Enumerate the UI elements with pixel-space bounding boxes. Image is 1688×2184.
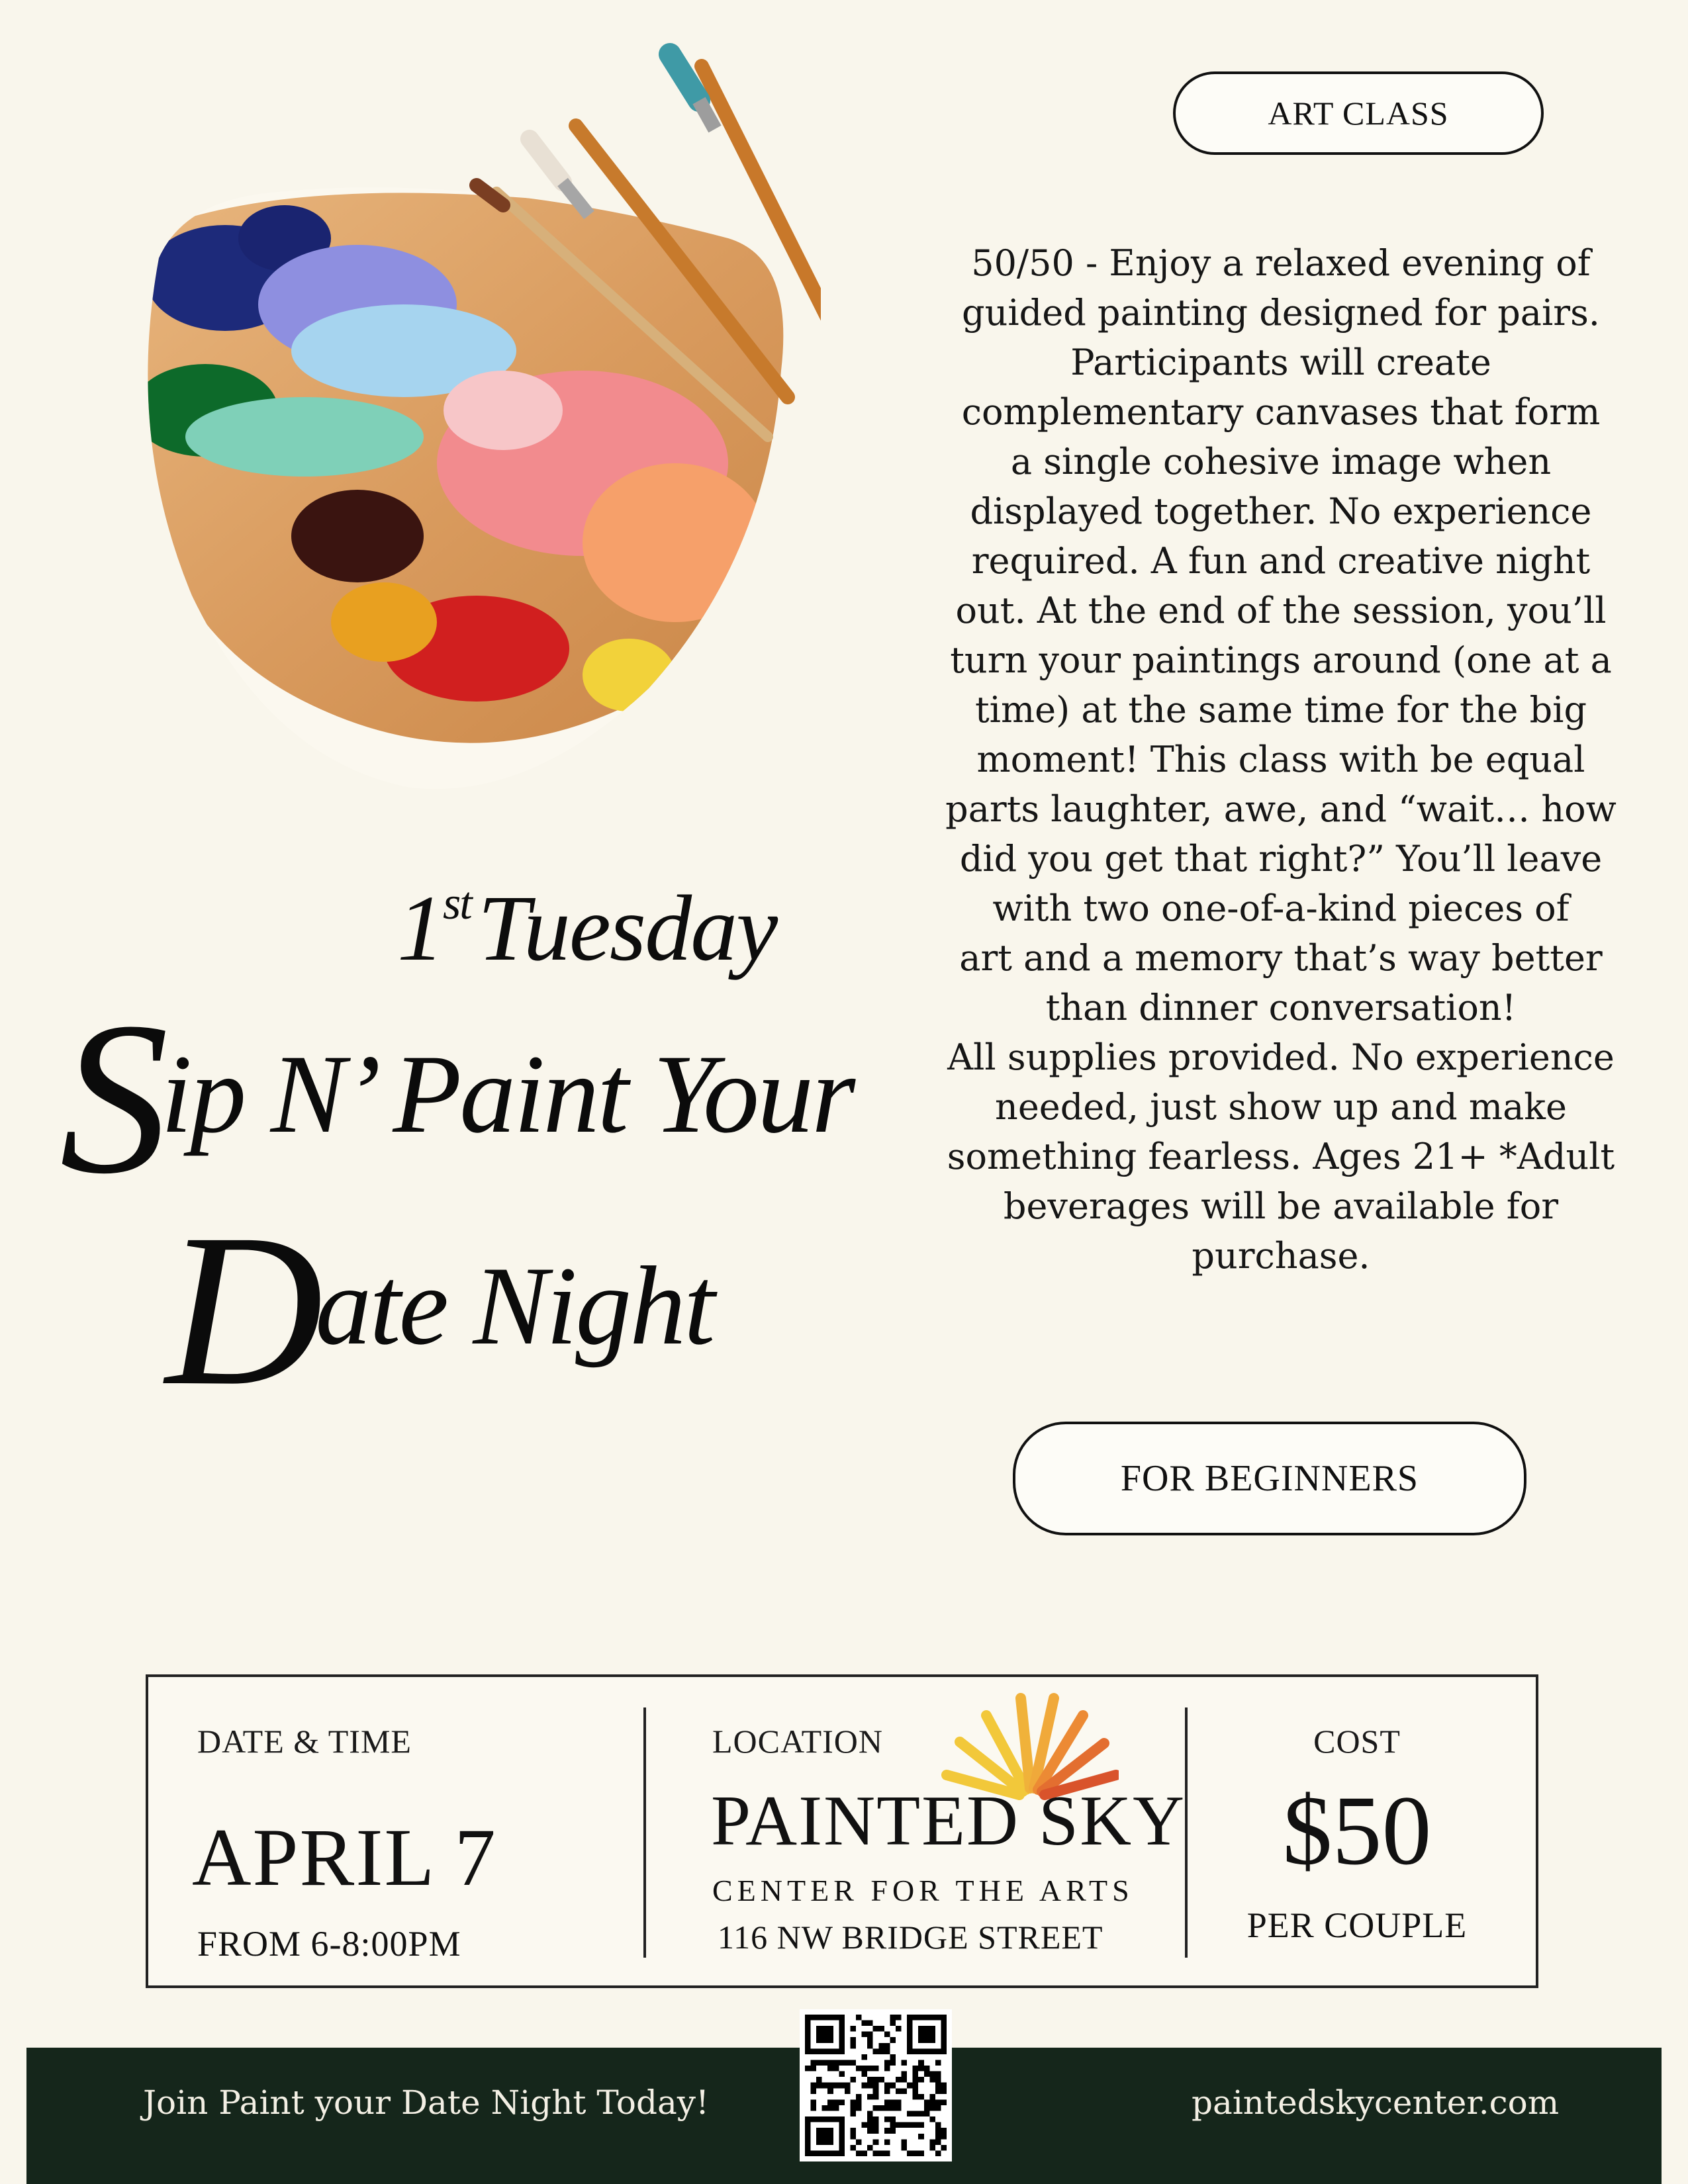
event-date: APRIL 7 [192,1812,497,1903]
location-label: LOCATION [712,1723,883,1760]
website-link[interactable]: paintedskycenter.com [1192,2083,1560,2122]
cost-unit: PER COUPLE [1246,1905,1468,1945]
info-divider [643,1707,646,1958]
class-description: 50/50 - Enjoy a relaxed evening of guided painting designed for pairs. Participants will create complementary canvases that form a single cohesive image when displayed together. No experience required. A fun and creative night out. At the end of the session, you’ll turn your paintings around (one at a time) at the same time for the big moment! This class with be equal parts laughter, awe, and “wait… how did you get that right?” You’ll leave with two one-of-a-kind pieces of art and a memory that’s way better than dinner conversation! All supplies provided. No experience needed, just show up and make something fearless. Ages 21+ *Adult beverages will be available for purchase. [945,242,1617,1277]
venue-tagline: CENTER FOR THE ARTS [712,1874,1134,1907]
art-class-badge: ART CLASS [1173,71,1544,155]
venue-name: PAINTED SKY [711,1782,1186,1860]
cost-value: $50 [1282,1776,1432,1886]
paint-palette-icon [106,40,821,814]
title-line-1-text: ip N’ Paint Your [161,1032,854,1156]
event-title-line-2 [165,1185,713,1435]
title-swash-letter-s: S [60,978,169,1219]
title-line-2-text: ate Night [315,1244,714,1368]
for-beginners-badge: FOR BEGINNERS [1013,1422,1526,1535]
paint-palette-image [106,40,821,814]
footer-call-to-action: Join Paint your Date Night Today! [143,2083,710,2122]
date-time-label: DATE & TIME [197,1723,412,1760]
cost-label: COST [1313,1723,1401,1760]
venue-address: 116 NW BRIDGE STREET [718,1919,1103,1956]
subtitle-ordinal: st [443,878,471,929]
qr-code-icon[interactable] [800,2009,952,2161]
event-time: FROM 6-8:00PM [197,1924,461,1964]
event-subtitle [397,874,861,982]
subtitle-number: 1 [397,876,443,980]
title-swash-letter-d: D [165,1189,324,1431]
subtitle-day: Tuesday [477,876,777,980]
